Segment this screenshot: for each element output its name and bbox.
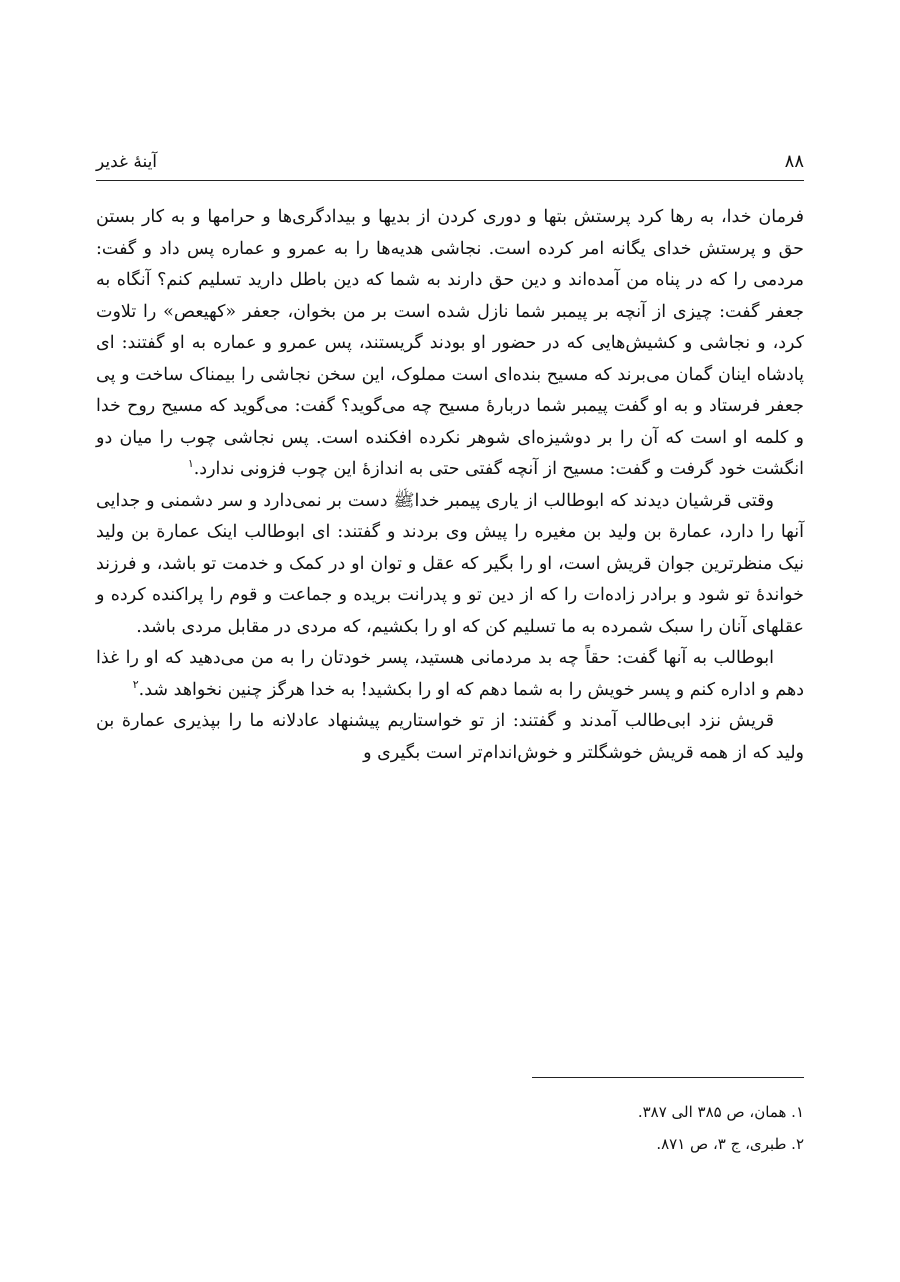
page-number: ۸۸ — [784, 151, 804, 172]
paragraph-2 — [96, 486, 804, 644]
paragraph-text-continued: دست بر نمی‌دارد و سر دشمنی و جدایی آنها را دارد، عمارة بن ولید بن مغیره را پیش وی بردند و گفتند: ای ابوطالب اینک عمارة بن ولید نیک منظرترین جوان قریش است، او را بگیر که عقل و توان او در کمک و خدمت تو باشد، و فرزند خواندهٔ تو شود و برادر زاده‌ات را که از دین تو و پدرانت بریده و جماعت و قوم را پراکنده کرده و عقلهای آنان را سبک شمرده به ما تسلیم کن که او را بکشیم، که مردی در مقابل مردی باشد. — [96, 490, 804, 637]
paragraph-text: فرمان خدا، به رها کرد پرستش بتها و دوری کردن از بدیها و بیدادگری‌ها و حرامها و به کار بستن حق و پرستش خدای یگانه امر کرده است. نجاشی هدیه‌ها را به عمرو و عماره پس داد و گفت: مردمی را که در پناه من آمده‌اند و دین حق دارند به شما که دین باطل دارید تسلیم کنم؟ آنگاه به جعفر گفت: چیزی از آنچه بر پیمبر شما نازل شده است بر من بخوان، جعفر «کهیعص» را تلاوت کرد، و نجاشی و کشیش‌هایی که در حضور او بودند گریستند، پس عمرو و عماره به او گفتند: ای پادشاه اینان گمان می‌برند که مسیح بنده‌ای است مملوک، این سخن نجاشی را بیمناک ساخت و پی جعفر فرستاد و به او گفت پیمبر شما دربارهٔ مسیح چه می‌گوید؟ گفت: می‌گوید که مسیح روح خدا و کلمه او است که آن را بر دوشیزه‌ای شوهر نکرده افکنده است. پس نجاشی چوب را میان دو انگشت خود گرفت و گفت: مسیح از آنچه گفتی حتی به اندازهٔ این چوب فزونی ندارد. — [96, 207, 804, 479]
footnotes — [96, 1096, 804, 1160]
footnote-divider — [532, 1077, 804, 1078]
footnote-marker-1: ۱ — [187, 457, 194, 471]
footnote-1: ۱. همان، ص ۳۸۵ الی ۳۸۷. — [637, 1103, 804, 1121]
paragraph-text: قریش نزد ابی‌طالب آمدند و گفتند: از تو خواستاریم پیشنهاد عادلانه ما را بپذیری عمارة بن ولید که از همه قریش خوشگلتر و خوش‌اندام‌تر است بگیری و — [96, 711, 804, 763]
paragraph-4 — [96, 706, 804, 769]
paragraph-3 — [96, 643, 804, 706]
paragraph-text: ابوطالب به آنها گفت: حقاً چه بد مردمانی هستید، پسر خودتان را به من می‌دهید که او را غذا دهم و اداره کنم و پسر خویش را به شما دهم که او را بکشید! به خدا هرگز چنین نخواهد شد. — [96, 648, 804, 700]
running-title: آینهٔ غدیر — [96, 152, 158, 172]
footnote-2: ۲. طبری، ج ۳، ص ۸۷۱. — [656, 1135, 804, 1153]
paragraph-1 — [96, 202, 804, 486]
footnote-marker-2: ۲ — [132, 677, 139, 691]
body-text — [96, 202, 804, 769]
running-header — [96, 142, 804, 181]
paragraph-text: وقتی قرشیان دیدند که ابوطالب از یاری پیمبر خدا — [414, 490, 774, 511]
honorific-symbol: ﷺ — [393, 490, 415, 511]
